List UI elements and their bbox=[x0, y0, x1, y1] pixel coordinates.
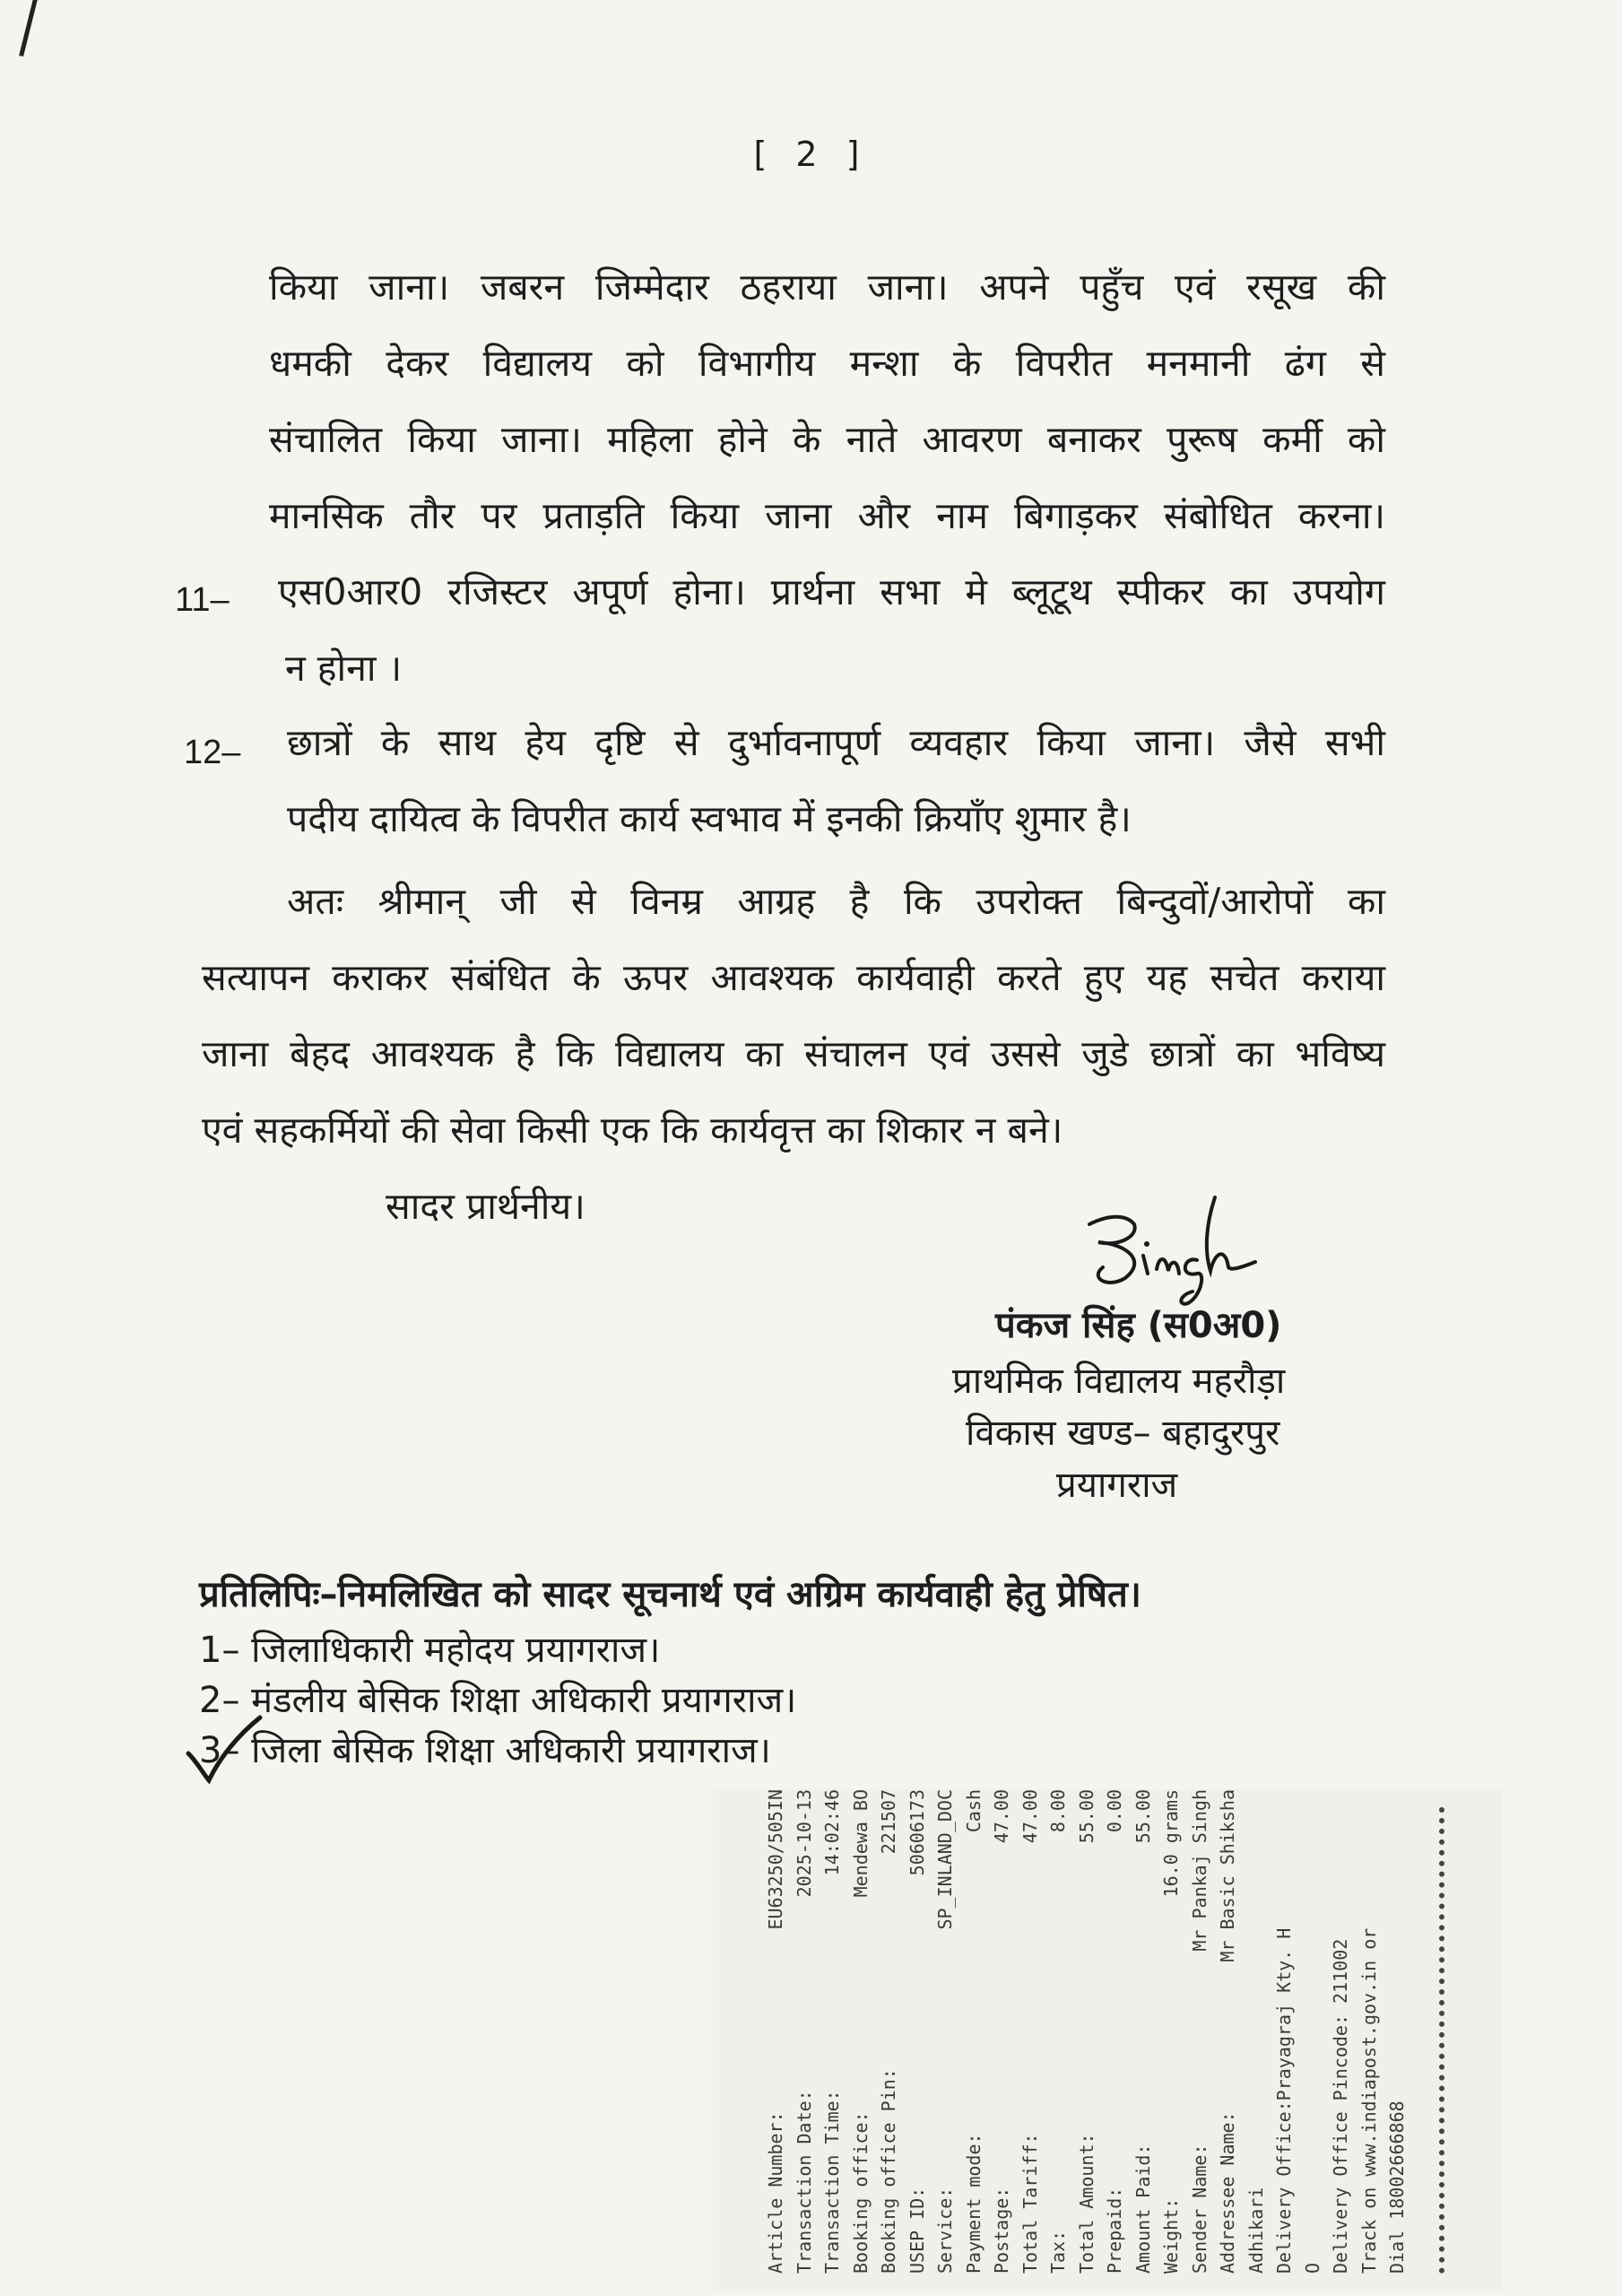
copy-to-item-1: 1– जिलाधिकारी महोदय प्रयागराज। bbox=[199, 1630, 661, 1671]
receipt-row: Article Number: EU63250/505IN bbox=[765, 1789, 786, 2274]
body-line-2: धमकी देकर विद्यालय को विभागीय मन्शा के विपरीत मनमानी ढंग से bbox=[269, 342, 1385, 385]
request-line-3: जाना बेहद आवश्यक है कि विद्यालय का संचालन एवं उससे जुडे छात्रों का भविष्य bbox=[202, 1032, 1385, 1075]
receipt-row: Weight: 16.0 grams bbox=[1160, 1789, 1182, 2274]
receipt-row: Sender Name: Mr Pankaj Singh bbox=[1188, 1789, 1210, 2274]
signatory-school: प्राथमिक विद्यालय महरौड़ा bbox=[952, 1361, 1286, 1402]
receipt-row: USEP ID: 50606173 bbox=[906, 1789, 928, 2274]
request-line-4: एवं सहकर्मियों की सेवा किसी एक कि कार्यवृत्त का शिकार न बने। bbox=[202, 1109, 1063, 1152]
corner-pen-mark bbox=[19, 0, 50, 59]
tick-mark-icon bbox=[184, 1713, 265, 1785]
page-number: [ 2 ] bbox=[753, 135, 869, 174]
receipt-row: Prepaid: 0.00 bbox=[1104, 1789, 1125, 2274]
copy-to-item-3: 3– जिला बेसिक शिक्षा अधिकारी प्रयागराज। bbox=[199, 1730, 771, 1771]
receipt-row: Total Tariff: 47.00 bbox=[1019, 1789, 1041, 2274]
signatory-block: विकास खण्ड– बहादुरपुर bbox=[966, 1413, 1280, 1454]
receipt-dial-line: Dial 18002666868 bbox=[1386, 2100, 1408, 2274]
receipt-row: Booking office: Mendewa BO bbox=[849, 1789, 872, 2274]
receipt-zero-line: O bbox=[1301, 2262, 1323, 2274]
item-11-number: 11– bbox=[175, 581, 230, 619]
receipt-row: Amount Paid: 55.00 bbox=[1132, 1789, 1154, 2274]
closing-text: सादर प्रार्थनीय। bbox=[386, 1185, 585, 1228]
receipt-perforation bbox=[1439, 1807, 1452, 2274]
receipt-row: Transaction Time: 14:02:46 bbox=[821, 1789, 843, 2274]
body-line-4: मानसिक तौर पर प्रताड़ति किया जाना और नाम बिगाड़कर संबोधित करना। bbox=[269, 494, 1385, 537]
request-line-1: अतः श्रीमान् जी से विनम्र आग्रह है कि उपरोक्त बिन्दुवों/आरोपों का bbox=[287, 880, 1385, 923]
receipt-row: Booking office Pin: 221507 bbox=[878, 1789, 899, 2274]
receipt-row: Total Amount: 55.00 bbox=[1075, 1789, 1097, 2274]
receipt-content bbox=[762, 1789, 1412, 2274]
receipt-delivery-pincode: Delivery Office Pincode: 211002 bbox=[1330, 1938, 1351, 2274]
body-line-1: किया जाना। जबरन जिम्मेदार ठहराया जाना। अपने पहुँच एवं रसूख की bbox=[269, 265, 1385, 309]
postal-receipt bbox=[713, 1789, 1502, 2292]
receipt-adhikari: Adhikari bbox=[1245, 2187, 1267, 2274]
request-line-2: सत्यापन कराकर संबंधित के ऊपर आवश्यक कार्यवाही करते हुए यह सचेत कराया bbox=[202, 956, 1385, 999]
item-11-line-1: एस0आर0 रजिस्टर अपूर्ण होना। प्रार्थना सभा मे ब्लूटूथ स्पीकर का उपयोग bbox=[278, 570, 1385, 613]
receipt-row: Transaction Date: 2025-10-13 bbox=[793, 1789, 815, 2274]
receipt-track-line: Track on www.indiapost.gov.in or bbox=[1357, 1927, 1380, 2274]
copy-to-item-2: 2– मंडलीय बेसिक शिक्षा अधिकारी प्रयागराज। bbox=[199, 1680, 797, 1721]
receipt-row: Payment mode: Cash bbox=[962, 1789, 984, 2274]
receipt-row: Postage: 47.00 bbox=[991, 1789, 1012, 2274]
signatory-name: पंकज सिंह (स0अ0) bbox=[995, 1305, 1282, 1346]
body-line-3: संचालित किया जाना। महिला होने के नाते आवरण बनाकर पुरूष कर्मी को bbox=[269, 418, 1385, 461]
receipt-row: Tax: 8.00 bbox=[1047, 1789, 1069, 2274]
item-12-line-1: छात्रों के साथ हेय दृष्टि से दुर्भावनापूर्ण व्यवहार किया जाना। जैसे सभी bbox=[287, 721, 1385, 764]
copy-to-heading bbox=[199, 1568, 1141, 1617]
receipt-delivery-office: Delivery Office:Prayagraj Kty. H bbox=[1273, 1927, 1295, 2274]
signatory-district: प्रयागराज bbox=[1056, 1465, 1178, 1506]
copy-to-heading-text: प्रतिलिपिः–निमलिखित को सादर सूचनार्थ एवं अग्रिम कार्यवाही हेतु प्रेषित। bbox=[199, 1574, 1141, 1615]
item-11-line-2: न होना । bbox=[285, 647, 403, 690]
item-12-number: 12– bbox=[184, 734, 241, 771]
item-12-line-2: पदीय दायित्व के विपरीत कार्य स्वभाव में इनकी क्रियाँए शुमार है। bbox=[287, 797, 1132, 840]
receipt-row: Addressee Name: Mr Basic Shiksha bbox=[1217, 1789, 1238, 2274]
receipt-row: Service: SP_INLAND_DOC bbox=[934, 1789, 956, 2274]
